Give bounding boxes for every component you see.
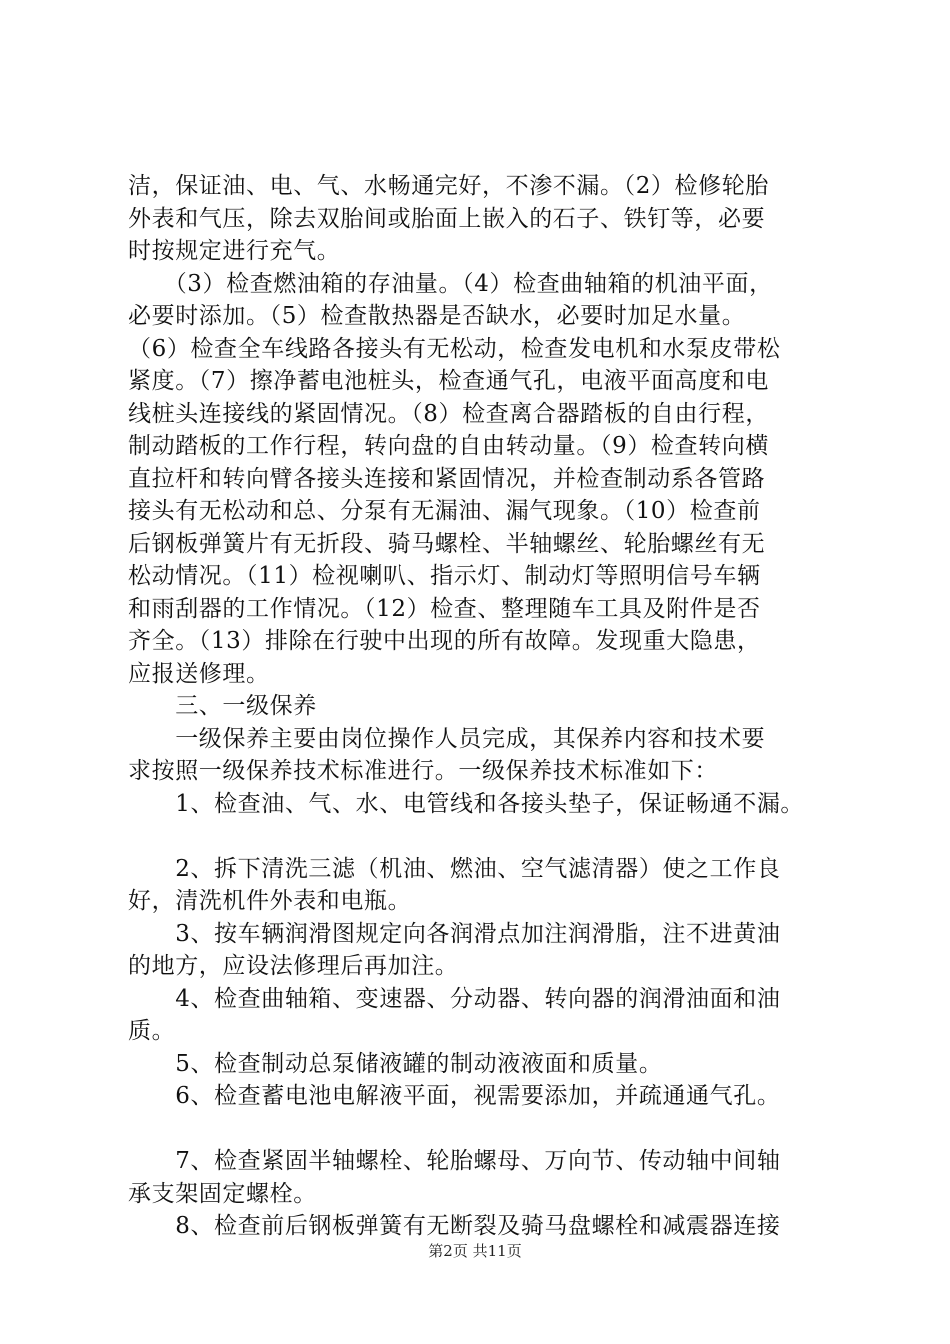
- text-line: 的地方，应设法修理后再加注。: [128, 953, 459, 979]
- text-line: （6）检查全车线路各接头有无松动，检查发电机和水泵皮带松: [128, 335, 781, 362]
- blank-line: [128, 820, 840, 853]
- text-line: 好，清洗机件外表和电瓶。: [128, 888, 412, 914]
- text-line: 制动踏板的工作行程，转向盘的自由转动量。（9）检查转向横: [128, 433, 769, 459]
- text-line: 后钢板弹簧片有无折段、骑马螺栓、半轴螺丝、轮胎螺丝有无: [128, 530, 766, 557]
- section-heading: 三、一级保养: [128, 693, 317, 719]
- text-line: 直拉杆和转向臂各接头连接和紧固情况，并检查制动系各管路: [128, 465, 766, 492]
- blank-line: [128, 1113, 840, 1146]
- text-line: 紧度。（7）擦净蓄电池桩头，检查通气孔，电液平面高度和电: [128, 368, 769, 394]
- text-line: 3、按车辆润滑图规定向各润滑点加注润滑脂，注不进黄油: [128, 920, 781, 947]
- text-line: 线桩头连接线的紧固情况。（8）检查离合器踏板的自由行程，: [128, 400, 769, 427]
- text-line: 时按规定进行充气。: [128, 238, 341, 264]
- text-line: 承支架固定螺栓。: [128, 1180, 317, 1207]
- text-line: 2、拆下清洗三滤（机油、燃油、空气滤清器）使之工作良: [128, 855, 781, 882]
- text-line: 齐全。（13）排除在行驶中出现的所有故障。发现重大隐患，: [128, 628, 761, 654]
- text-line: 外表和气压，除去双胎间或胎面上嵌入的石子、铁钉等，必要: [128, 205, 766, 232]
- text-line: 应报送修理。: [128, 660, 270, 687]
- text-line: 4、检查曲轴箱、变速器、分动器、转向器的润滑油面和油: [128, 985, 781, 1012]
- text-line: 和雨刮器的工作情况。（12）检查、整理随车工具及附件是否: [128, 595, 761, 622]
- document-body: [128, 170, 840, 1243]
- page-number-footer: 第2页 共11页: [428, 1242, 522, 1260]
- text-line: 求按照一级保养技术标准进行。一级保养技术标准如下：: [128, 758, 718, 784]
- text-line: （3）检查燃油箱的存油量。（4）检查曲轴箱的机油平面，: [128, 270, 773, 297]
- text-line: 一级保养主要由岗位操作人员完成，其保养内容和技术要: [128, 725, 766, 752]
- text-line: 5、检查制动总泵储液罐的制动液液面和质量。: [128, 1050, 663, 1077]
- text-line: 接头有无松动和总、分泵有无漏油、漏气现象。（10）检查前: [128, 498, 761, 524]
- text-line: 1、检查油、气、水、电管线和各接头垫子，保证畅通不漏。: [128, 790, 805, 817]
- text-line: 洁，保证油、电、气、水畅通完好，不渗不漏。（2）检修轮胎: [128, 173, 769, 199]
- text-line: 7、检查紧固半轴螺栓、轮胎螺母、万向节、传动轴中间轴: [128, 1148, 781, 1174]
- text-line: 6、检查蓄电池电解液平面，视需要添加，并疏通通气孔。: [128, 1083, 781, 1109]
- text-line: 必要时添加。（5）检查散热器是否缺水，必要时加足水量。: [128, 303, 746, 329]
- text-line: 8、检查前后钢板弹簧有无断裂及骑马盘螺栓和减震器连接: [128, 1213, 781, 1239]
- text-line: 松动情况。（11）检视喇叭、指示灯、制动灯等照明信号车辆: [128, 563, 761, 589]
- text-line: 质。: [128, 1018, 176, 1044]
